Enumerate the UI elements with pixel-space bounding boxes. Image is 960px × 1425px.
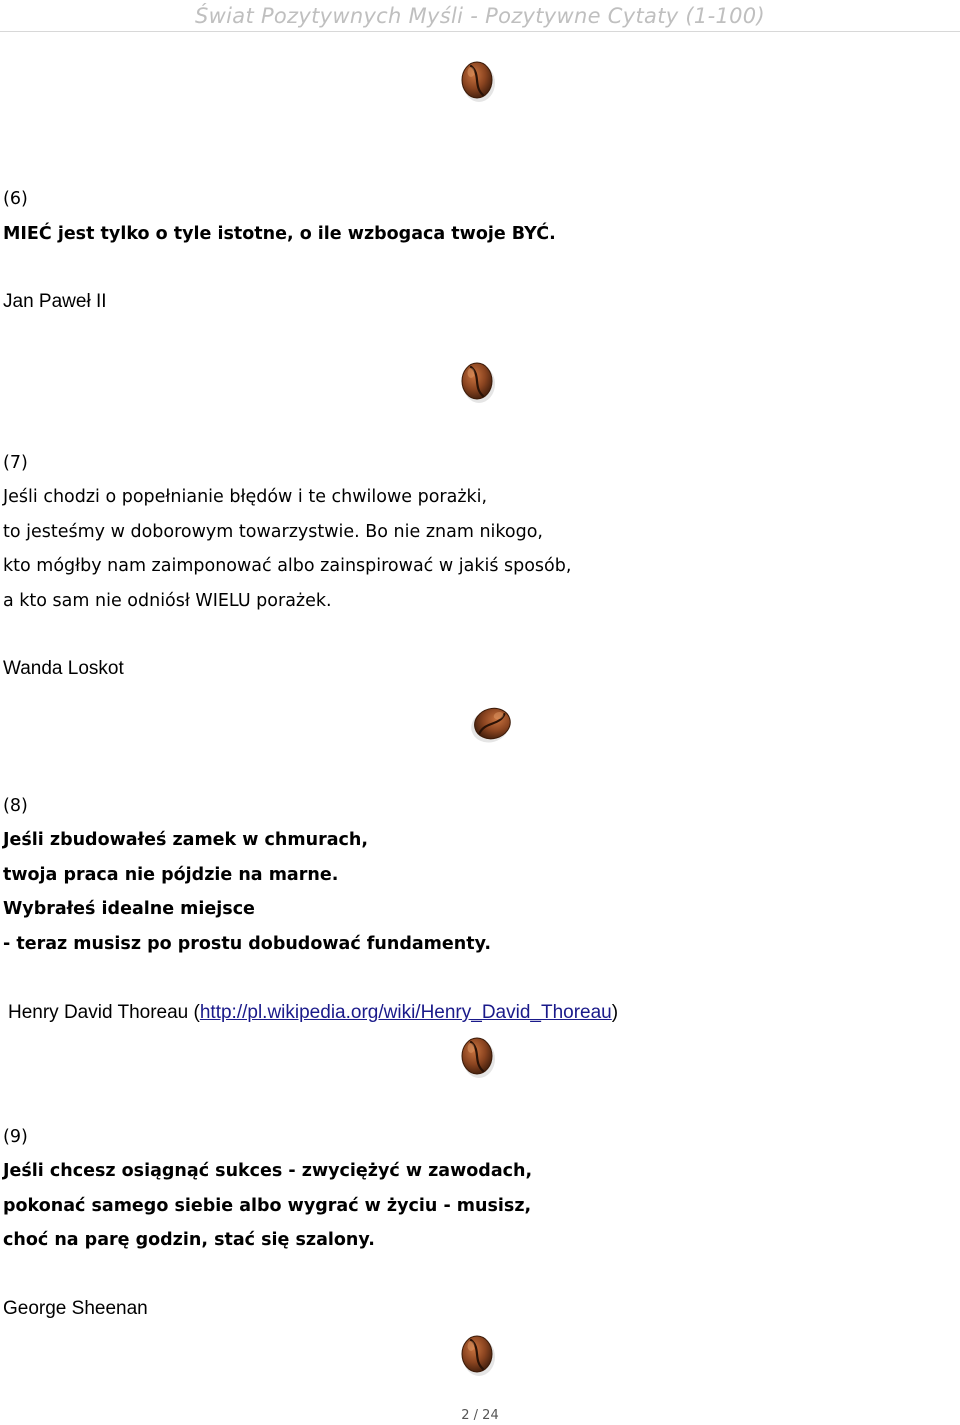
coffee-bean-icon (459, 361, 499, 405)
quote-author: Wanda Loskot (3, 658, 124, 679)
quote-text-line: pokonać samego siebie albo wygrać w życiu - musisz, (3, 1196, 532, 1216)
quote-text-line: a kto sam nie odniósł WIELU porażek. (3, 591, 332, 611)
coffee-bean-icon (465, 701, 518, 751)
quote-number: (9) (3, 1127, 28, 1147)
quote-text-line: MIEĆ jest tylko o tyle istotne, o ile wzbogaca twoje BYĆ. (3, 224, 556, 244)
document-title: Świat Pozytywnych Myśli - Pozytywne Cytaty (1-100) (195, 4, 765, 28)
quote-author: Henry David Thoreau (8, 1002, 189, 1023)
quote-text-line: twoja praca nie pójdzie na marne. (3, 865, 339, 885)
quote-text-line: Wybrałeś idealne miejsce (3, 899, 255, 919)
page-number: 2 / 24 (461, 1408, 499, 1423)
author-wikipedia-link[interactable]: http://pl.wikipedia.org/wiki/Henry_David_Thoreau (199, 1002, 612, 1023)
quote-number: (8) (3, 796, 28, 816)
coffee-bean-icon (459, 1334, 499, 1378)
quote-author-line: Henry David Thoreau (http://pl.wikipedia.org/wiki/Henry_David_Thoreau) (8, 1002, 619, 1023)
quote-text-line: choć na parę godzin, stać się szalony. (3, 1230, 375, 1250)
quote-text-line: Jeśli chodzi o popełnianie błędów i te chwilowe porażki, (3, 487, 488, 507)
coffee-bean-icon (459, 60, 499, 104)
quote-text-line: - teraz musisz po prostu dobudować fundamenty. (3, 934, 492, 954)
document-header (0, 0, 960, 32)
quote-number: (6) (3, 189, 28, 209)
quote-number: (7) (3, 453, 28, 473)
quote-text-line: kto mógłby nam zaimponować albo zainspirować w jakiś sposób, (3, 556, 572, 576)
quote-text-line: Jeśli chcesz osiągnąć sukces - zwyciężyć w zawodach, (3, 1161, 533, 1181)
quote-text-line: Jeśli zbudowałeś zamek w chmurach, (3, 830, 368, 850)
quote-text-line: to jesteśmy w doborowym towarzystwie. Bo nie znam nikogo, (3, 522, 543, 542)
quote-author: George Sheenan (3, 1298, 148, 1319)
coffee-bean-icon (459, 1036, 499, 1080)
quote-author: Jan Paweł II (3, 291, 107, 312)
